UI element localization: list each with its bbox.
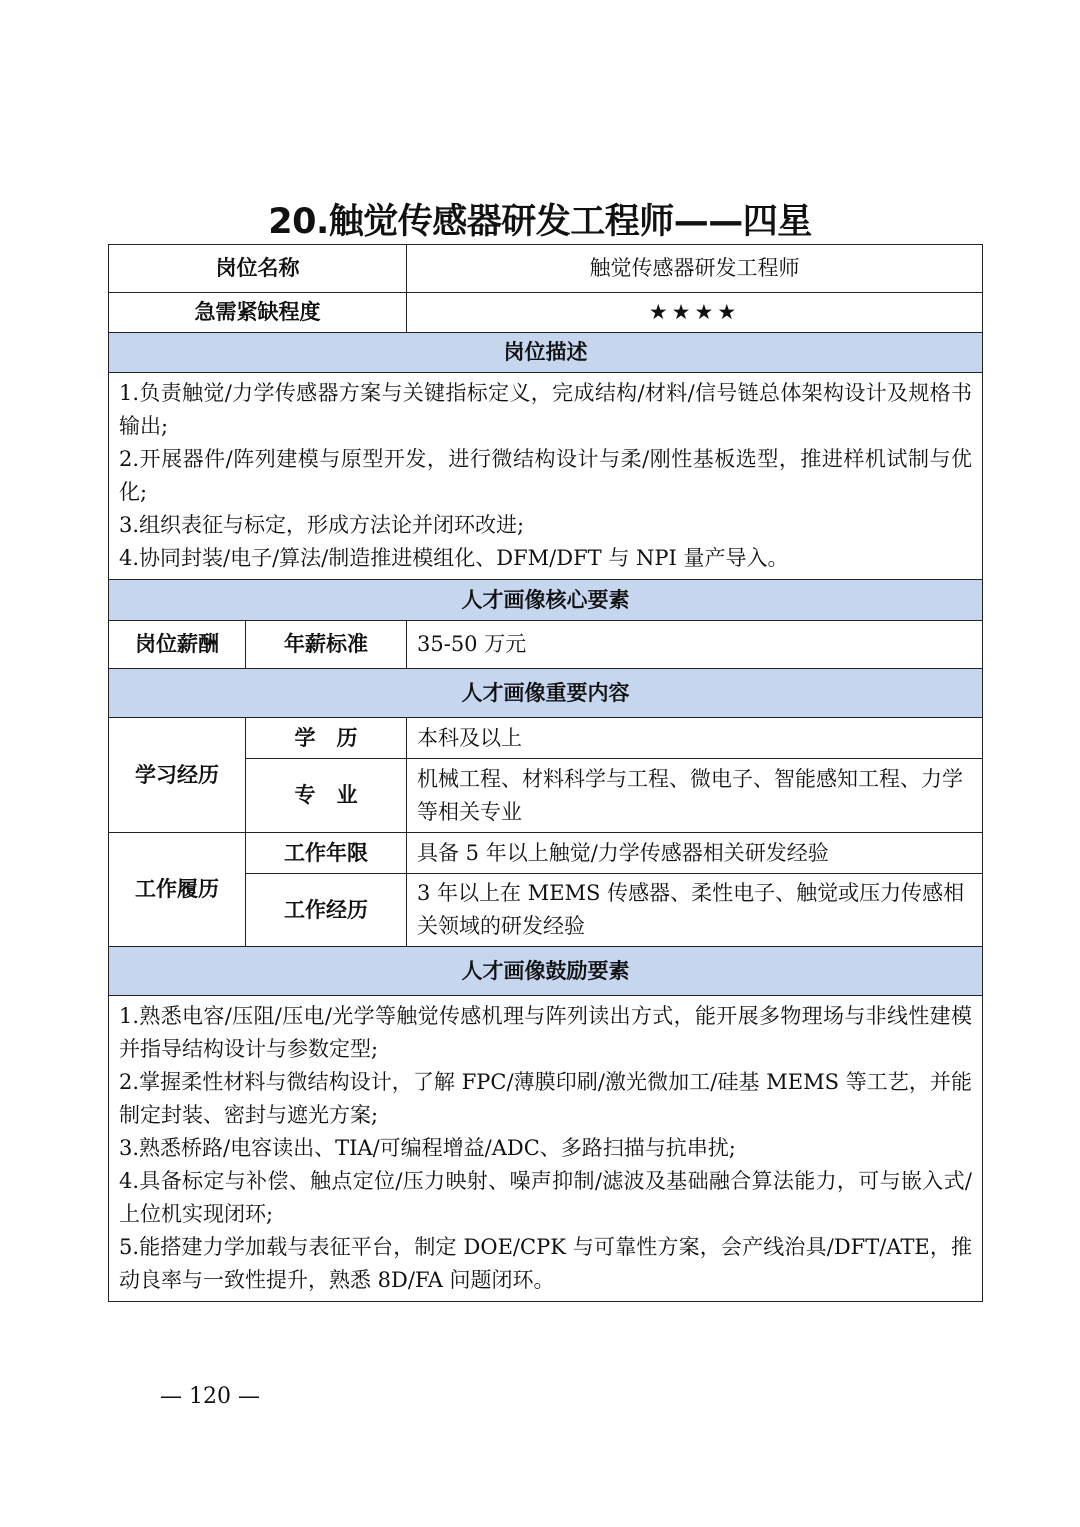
description-item: 1.负责触觉/力学传感器方案与关键指标定义，完成结构/材料/信号链总体架构设计及规格书输出;: [119, 381, 972, 438]
position-name-value: 触觉传感器研发工程师: [407, 245, 983, 293]
encourage-item: 1.熟悉电容/压阻/压电/光学等触觉传感机理与阵列读出方式，能开展多物理场与非线性建模并指导结构设计与参数定型;: [119, 1004, 972, 1061]
work-experience-label: 工作经历: [246, 874, 407, 947]
work-years-label: 工作年限: [246, 833, 407, 874]
job-profile-table: [108, 244, 983, 1302]
encourage-item: 3.熟悉桥路/电容读出、TIA/可编程增益/ADC、多路扫描与抗串扰;: [119, 1136, 736, 1160]
urgency-stars: ★★★★: [407, 293, 983, 333]
section-encourage-title: 人才画像鼓励要素: [109, 947, 983, 996]
encourage-item: 4.具备标定与补偿、触点定位/压力映射、噪声抑制/滤波及基础融合算法能力，可与嵌入式/上位机实现闭环;: [119, 1169, 972, 1226]
description-item: 3.组织表征与标定，形成方法论并闭环改进;: [119, 513, 525, 537]
salary-sublabel: 年薪标准: [246, 621, 407, 669]
description-item: 2.开展器件/阵列建模与原型开发，进行微结构设计与柔/刚性基板选型，推进样机试制与优化;: [119, 447, 972, 504]
encourage-item: 5.能搭建力学加载与表征平台，制定 DOE/CPK 与可靠性方案，会产线治具/DFT/ATE，推动良率与一致性提升，熟悉 8D/FA 问题闭环。: [119, 1235, 972, 1292]
major-label: 专 业: [246, 759, 407, 833]
section-important: [109, 669, 983, 718]
row-work-years: [109, 833, 983, 874]
education-label: 学习经历: [109, 718, 246, 833]
row-degree: [109, 718, 983, 759]
description-item: 4.协同封装/电子/算法/制造推进模组化、DFM/DFT 与 NPI 量产导入。: [119, 546, 789, 570]
encourage-item: 2.掌握柔性材料与微结构设计，了解 FPC/薄膜印刷/激光微加工/硅基 MEMS 等工艺，并能制定封装、密封与遮光方案;: [119, 1070, 972, 1127]
work-experience-value: 3 年以上在 MEMS 传感器、柔性电子、触觉或压力传感相关领域的研发经验: [407, 874, 983, 947]
degree-label: 学 历: [246, 718, 407, 759]
section-core-title: 人才画像核心要素: [109, 580, 983, 621]
work-label: 工作履历: [109, 833, 246, 947]
section-core: [109, 580, 983, 621]
section-important-title: 人才画像重要内容: [109, 669, 983, 718]
row-salary: [109, 621, 983, 669]
description-list: [109, 373, 983, 580]
position-name-label: 岗位名称: [109, 245, 407, 293]
work-years-value: 具备 5 年以上触觉/力学传感器相关研发经验: [407, 833, 983, 874]
major-value: 机械工程、材料科学与工程、微电子、智能感知工程、力学等相关专业: [407, 759, 983, 833]
section-description-title: 岗位描述: [109, 333, 983, 373]
urgency-label: 急需紧缺程度: [109, 293, 407, 333]
section-encourage: [109, 947, 983, 996]
row-description: [109, 373, 983, 580]
salary-value: 35-50 万元: [407, 621, 983, 669]
degree-value: 本科及以上: [407, 718, 983, 759]
row-position-name: [109, 245, 983, 293]
salary-label: 岗位薪酬: [109, 621, 246, 669]
page-number: — 120 —: [160, 1384, 260, 1409]
row-urgency: [109, 293, 983, 333]
row-encourage: [109, 996, 983, 1302]
section-description: [109, 333, 983, 373]
page-title: 20.触觉传感器研发工程师——四星: [268, 202, 812, 242]
encourage-list: [109, 996, 983, 1302]
